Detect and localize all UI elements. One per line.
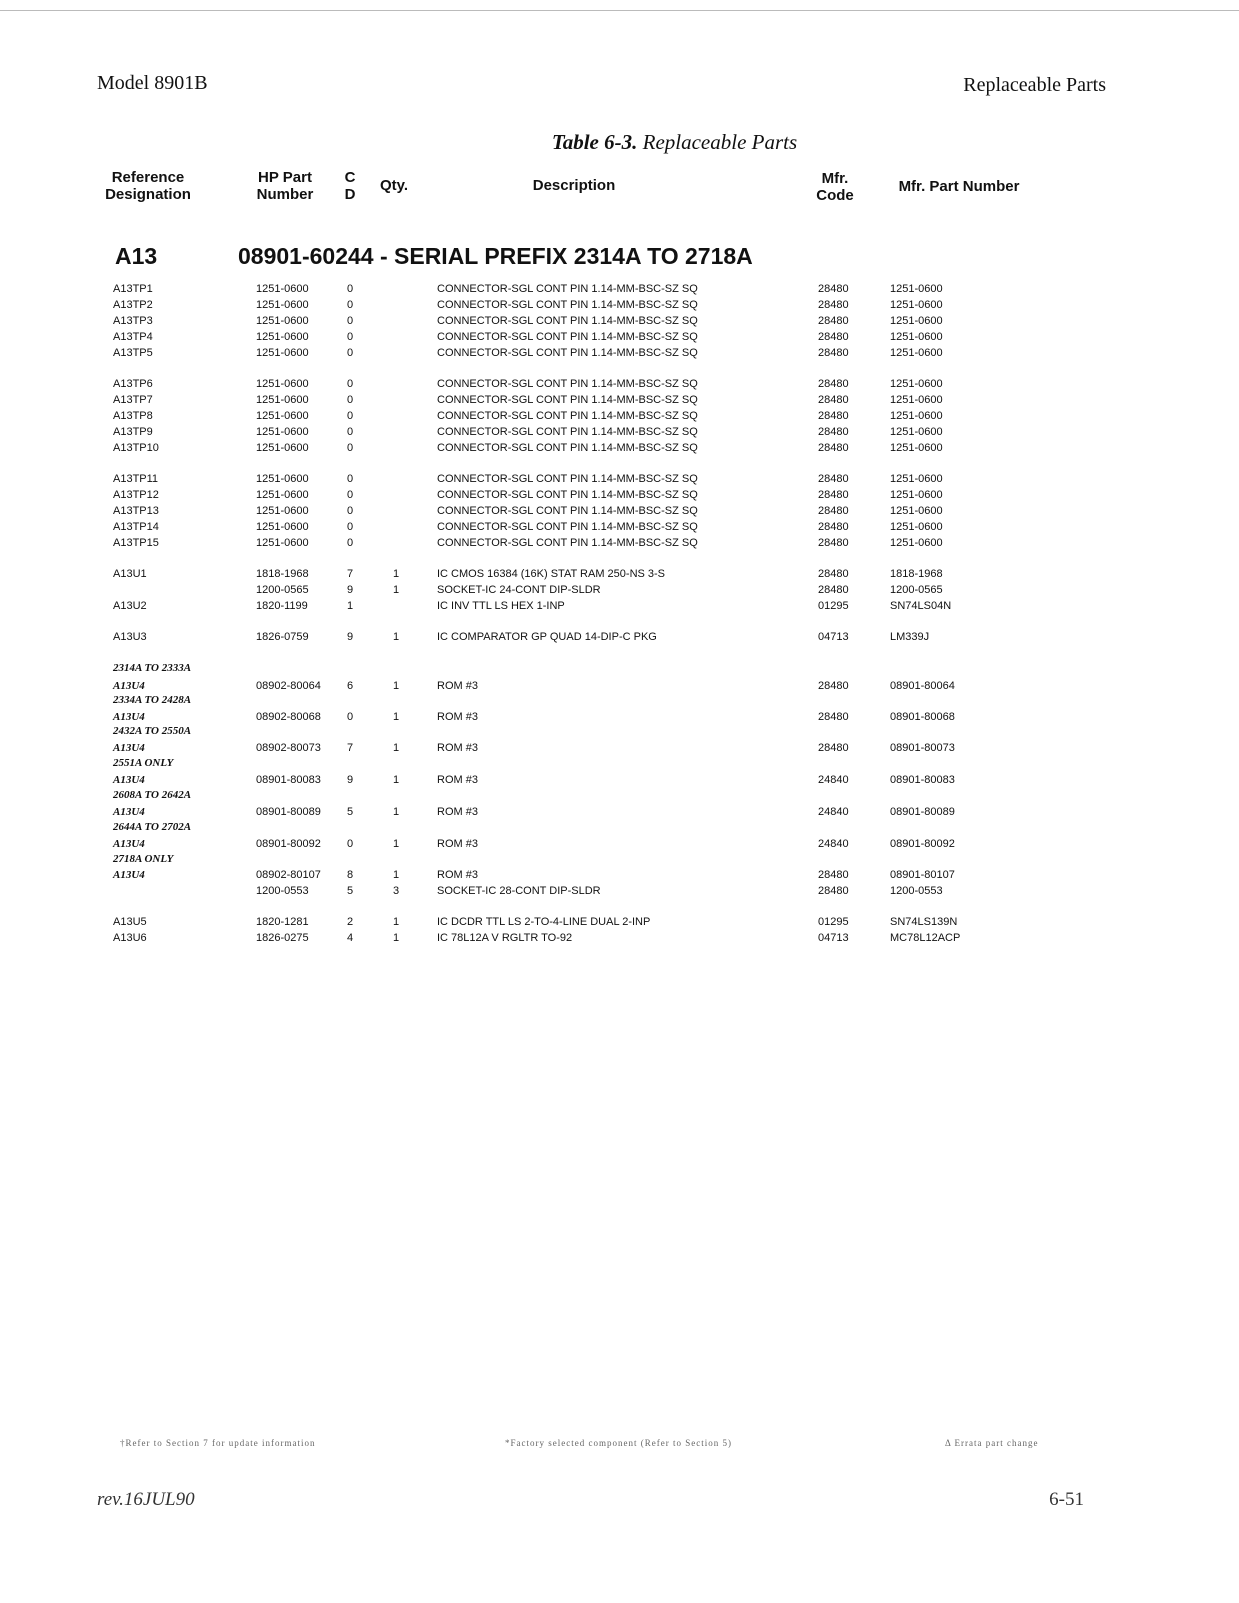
- check-digit: 0: [347, 394, 354, 406]
- hp-part-number: 1251-0600: [256, 537, 309, 549]
- mfr-code: 24840: [818, 774, 849, 786]
- hp-part-number: 1251-0600: [256, 299, 309, 311]
- quantity: 1: [393, 869, 400, 881]
- table-row: [0, 660, 1239, 676]
- quantity: 1: [393, 774, 400, 786]
- col-header-description: Description: [532, 177, 616, 194]
- hp-part-number: 1818-1968: [256, 568, 309, 580]
- hp-part-number: 1251-0600: [256, 505, 309, 517]
- table-row: [0, 851, 1239, 867]
- check-digit: 1: [347, 600, 354, 612]
- ref-designation: 2644A TO 2702A: [113, 821, 192, 833]
- quantity: 1: [393, 631, 400, 643]
- description: IC INV TTL LS HEX 1-INP: [437, 600, 565, 612]
- mfr-part-number: 08901-80064: [890, 680, 955, 692]
- hp-part-number: 1200-0565: [256, 584, 309, 596]
- mfr-part-number: MC78L12ACP: [890, 932, 961, 944]
- description: ROM #3: [437, 806, 478, 818]
- mfr-code: 28480: [818, 505, 849, 517]
- mfr-code: 28480: [818, 537, 849, 549]
- mfr-part-number: 1818-1968: [890, 568, 943, 580]
- description: CONNECTOR-SGL CONT PIN 1.14-MM-BSC-SZ SQ: [437, 410, 698, 422]
- mfr-code: 28480: [818, 442, 849, 454]
- ref-designation: A13U4: [113, 774, 145, 786]
- mfr-part-number: 08901-80073: [890, 742, 955, 754]
- mfr-code: 28480: [818, 869, 849, 881]
- table-row: [0, 723, 1239, 739]
- table-row: [0, 804, 1239, 820]
- description: SOCKET-IC 28-CONT DIP-SLDR: [437, 885, 601, 897]
- mfr-code: 28480: [818, 426, 849, 438]
- ref-designation: A13U4: [113, 680, 145, 692]
- mfr-part-number: 1251-0600: [890, 473, 943, 485]
- mfr-part-number: 08901-80068: [890, 711, 955, 723]
- check-digit: 5: [347, 806, 354, 818]
- table-row: [0, 582, 1239, 598]
- description: ROM #3: [437, 838, 478, 850]
- mfr-part-number: SN74LS04N: [890, 600, 952, 612]
- ref-designation: A13U4: [113, 742, 145, 754]
- hp-part-number: 08902-80064: [256, 680, 321, 692]
- table-row: [0, 487, 1239, 503]
- check-digit: 0: [347, 378, 354, 390]
- mfr-code: 28480: [818, 473, 849, 485]
- description: IC COMPARATOR GP QUAD 14-DIP-C PKG: [437, 631, 657, 643]
- hp-part-number: 1251-0600: [256, 426, 309, 438]
- hp-part-number: 1251-0600: [256, 378, 309, 390]
- mfr-part-number: SN74LS139N: [890, 916, 958, 928]
- ref-designation: A13U3: [113, 631, 147, 643]
- description: CONNECTOR-SGL CONT PIN 1.14-MM-BSC-SZ SQ: [437, 394, 698, 406]
- hp-part-number: 1251-0600: [256, 315, 309, 327]
- table-number: Table 6-3.: [551, 130, 638, 154]
- ref-designation: A13U6: [113, 932, 147, 944]
- table-row: [0, 867, 1239, 883]
- mfr-part-number: 1251-0600: [890, 489, 943, 501]
- description: CONNECTOR-SGL CONT PIN 1.14-MM-BSC-SZ SQ: [437, 537, 698, 549]
- description: CONNECTOR-SGL CONT PIN 1.14-MM-BSC-SZ SQ: [437, 331, 698, 343]
- table-row: [0, 345, 1239, 361]
- mfr-code: 01295: [818, 916, 849, 928]
- description: CONNECTOR-SGL CONT PIN 1.14-MM-BSC-SZ SQ: [437, 473, 698, 485]
- quantity: 1: [393, 584, 400, 596]
- mfr-code: 28480: [818, 347, 849, 359]
- check-digit: 0: [347, 299, 354, 311]
- check-digit: 0: [347, 521, 354, 533]
- mfr-code: 28480: [818, 711, 849, 723]
- mfr-code: 28480: [818, 410, 849, 422]
- ref-designation: A13TP7: [113, 394, 153, 406]
- ref-designation: A13TP14: [113, 521, 159, 533]
- description: ROM #3: [437, 680, 478, 692]
- ref-designation: A13TP6: [113, 378, 153, 390]
- table-row: [0, 424, 1239, 440]
- section-header: Replaceable Parts: [963, 74, 1106, 96]
- ref-designation: A13TP9: [113, 426, 153, 438]
- ref-designation: 2334A TO 2428A: [113, 694, 192, 706]
- check-digit: 4: [347, 932, 354, 944]
- ref-designation: A13U4: [113, 869, 145, 881]
- hp-part-number: 1826-0759: [256, 631, 309, 643]
- check-digit: 9: [347, 584, 354, 596]
- ref-designation: A13U4: [113, 806, 145, 818]
- check-digit: 9: [347, 631, 354, 643]
- table-row: [0, 329, 1239, 345]
- assembly-title: 08901-60244 - SERIAL PREFIX 2314A TO 2718A: [238, 243, 753, 269]
- mfr-code: 28480: [818, 331, 849, 343]
- check-digit: 0: [347, 711, 354, 723]
- ref-designation: A13U2: [113, 600, 147, 612]
- description: ROM #3: [437, 869, 478, 881]
- table-row: [0, 535, 1239, 551]
- assembly-reference: A13: [115, 243, 158, 269]
- table-row: [0, 281, 1239, 297]
- footnote-update: †Refer to Section 7 for update information: [120, 1438, 316, 1448]
- table-row: [0, 819, 1239, 835]
- quantity: 1: [393, 806, 400, 818]
- check-digit: 0: [347, 489, 354, 501]
- ref-designation: A13TP13: [113, 505, 159, 517]
- ref-designation: 2314A TO 2333A: [113, 662, 192, 674]
- quantity: 1: [393, 742, 400, 754]
- check-digit: 7: [347, 568, 354, 580]
- hp-part-number: 08902-80107: [256, 869, 321, 881]
- hp-part-number: 08902-80068: [256, 711, 321, 723]
- hp-part-number: 08901-80092: [256, 838, 321, 850]
- check-digit: 0: [347, 426, 354, 438]
- ref-designation: A13TP5: [113, 347, 153, 359]
- mfr-code: 28480: [818, 299, 849, 311]
- mfr-part-number: 1251-0600: [890, 410, 943, 422]
- table-row: [0, 392, 1239, 408]
- mfr-code: 24840: [818, 806, 849, 818]
- description: CONNECTOR-SGL CONT PIN 1.14-MM-BSC-SZ SQ: [437, 347, 698, 359]
- quantity: 1: [393, 916, 400, 928]
- ref-designation: 2608A TO 2642A: [113, 789, 192, 801]
- mfr-part-number: 1251-0600: [890, 378, 943, 390]
- table-row: [0, 692, 1239, 708]
- footnote-errata: Δ Errata part change: [945, 1438, 1039, 1448]
- mfr-part-number: 1251-0600: [890, 315, 943, 327]
- mfr-part-number: 1251-0600: [890, 331, 943, 343]
- col-header-mfr-part: Mfr. Part Number: [898, 178, 1020, 195]
- description: IC DCDR TTL LS 2-TO-4-LINE DUAL 2-INP: [437, 916, 651, 928]
- ref-designation: A13U4: [113, 711, 145, 723]
- check-digit: 9: [347, 774, 354, 786]
- hp-part-number: 1251-0600: [256, 331, 309, 343]
- description: SOCKET-IC 24-CONT DIP-SLDR: [437, 584, 601, 596]
- mfr-part-number: 1251-0600: [890, 299, 943, 311]
- mfr-part-number: 1251-0600: [890, 505, 943, 517]
- table-row: [0, 772, 1239, 788]
- mfr-part-number: 1251-0600: [890, 426, 943, 438]
- hp-part-number: 1251-0600: [256, 410, 309, 422]
- mfr-part-number: 1200-0565: [890, 584, 943, 596]
- ref-designation: 2551A ONLY: [113, 757, 174, 769]
- ref-designation: A13TP8: [113, 410, 153, 422]
- ref-designation: A13TP10: [113, 442, 159, 454]
- ref-designation: 2432A TO 2550A: [113, 725, 192, 737]
- check-digit: 0: [347, 315, 354, 327]
- table-row: [0, 440, 1239, 456]
- col-header-qty: Qty.: [379, 177, 409, 194]
- mfr-code: 01295: [818, 600, 849, 612]
- hp-part-number: 1820-1281: [256, 916, 309, 928]
- table-row: [0, 787, 1239, 803]
- check-digit: 5: [347, 885, 354, 897]
- ref-designation: A13TP4: [113, 331, 153, 343]
- mfr-part-number: LM339J: [890, 631, 930, 643]
- hp-part-number: 1251-0600: [256, 347, 309, 359]
- mfr-code: 04713: [818, 932, 849, 944]
- mfr-part-number: 08901-80092: [890, 838, 955, 850]
- check-digit: 6: [347, 680, 354, 692]
- hp-part-number: 1251-0600: [256, 283, 309, 295]
- page-number: 6-51: [1049, 1489, 1084, 1510]
- description: CONNECTOR-SGL CONT PIN 1.14-MM-BSC-SZ SQ: [437, 521, 698, 533]
- footnote-factory-selected: *Factory selected component (Refer to Section 5): [505, 1438, 732, 1448]
- mfr-part-number: 08901-80107: [890, 869, 955, 881]
- table-row: [0, 566, 1239, 582]
- quantity: 1: [393, 680, 400, 692]
- mfr-part-number: 1200-0553: [890, 885, 943, 897]
- hp-part-number: 1251-0600: [256, 489, 309, 501]
- table-row: [0, 598, 1239, 614]
- table-row: [0, 297, 1239, 313]
- col-header-reference: Reference Designation: [105, 169, 191, 203]
- table-row: [0, 836, 1239, 852]
- mfr-code: 28480: [818, 584, 849, 596]
- ref-designation: A13TP12: [113, 489, 159, 501]
- description: CONNECTOR-SGL CONT PIN 1.14-MM-BSC-SZ SQ: [437, 378, 698, 390]
- revision-date: rev.16JUL90: [97, 1489, 195, 1510]
- ref-designation: A13U1: [113, 568, 147, 580]
- mfr-part-number: 08901-80083: [890, 774, 955, 786]
- col-header-hp-part: HP Part Number: [256, 169, 314, 203]
- hp-part-number: 1251-0600: [256, 473, 309, 485]
- mfr-part-number: 08901-80089: [890, 806, 955, 818]
- hp-part-number: 1251-0600: [256, 394, 309, 406]
- model-header: Model 8901B: [97, 72, 208, 94]
- mfr-part-number: 1251-0600: [890, 394, 943, 406]
- table-row: [0, 471, 1239, 487]
- mfr-code: 28480: [818, 885, 849, 897]
- hp-part-number: 08902-80073: [256, 742, 321, 754]
- mfr-code: 28480: [818, 568, 849, 580]
- table-row: [0, 740, 1239, 756]
- ref-designation: A13TP3: [113, 315, 153, 327]
- mfr-code: 28480: [818, 680, 849, 692]
- description: CONNECTOR-SGL CONT PIN 1.14-MM-BSC-SZ SQ: [437, 442, 698, 454]
- description: IC 78L12A V RGLTR TO-92: [437, 932, 573, 944]
- ref-designation: 2718A ONLY: [113, 853, 174, 865]
- check-digit: 7: [347, 742, 354, 754]
- mfr-code: 28480: [818, 742, 849, 754]
- check-digit: 0: [347, 473, 354, 485]
- check-digit: 0: [347, 331, 354, 343]
- check-digit: 8: [347, 869, 354, 881]
- check-digit: 0: [347, 505, 354, 517]
- mfr-part-number: 1251-0600: [890, 283, 943, 295]
- quantity: 1: [393, 932, 400, 944]
- table-row: [0, 883, 1239, 899]
- table-row: [0, 914, 1239, 930]
- col-header-mfr-code: Mfr. Code: [816, 170, 854, 204]
- description: ROM #3: [437, 774, 478, 786]
- mfr-code: 28480: [818, 489, 849, 501]
- mfr-code: 28480: [818, 378, 849, 390]
- check-digit: 0: [347, 347, 354, 359]
- ref-designation: A13TP1: [113, 283, 153, 295]
- quantity: 1: [393, 838, 400, 850]
- description: CONNECTOR-SGL CONT PIN 1.14-MM-BSC-SZ SQ: [437, 426, 698, 438]
- table-row: [0, 313, 1239, 329]
- description: CONNECTOR-SGL CONT PIN 1.14-MM-BSC-SZ SQ: [437, 299, 698, 311]
- hp-part-number: 08901-80083: [256, 774, 321, 786]
- mfr-code: 28480: [818, 521, 849, 533]
- check-digit: 0: [347, 283, 354, 295]
- description: CONNECTOR-SGL CONT PIN 1.14-MM-BSC-SZ SQ: [437, 489, 698, 501]
- ref-designation: A13TP15: [113, 537, 159, 549]
- mfr-part-number: 1251-0600: [890, 537, 943, 549]
- check-digit: 0: [347, 838, 354, 850]
- ref-designation: A13TP11: [113, 473, 159, 485]
- table-row: [0, 629, 1239, 645]
- description: ROM #3: [437, 742, 478, 754]
- hp-part-number: 08901-80089: [256, 806, 321, 818]
- col-header-cd: C D: [344, 169, 356, 203]
- table-row: [0, 519, 1239, 535]
- mfr-part-number: 1251-0600: [890, 442, 943, 454]
- hp-part-number: 1820-1199: [256, 600, 308, 612]
- table-row: [0, 376, 1239, 392]
- quantity: 3: [393, 885, 400, 897]
- description: IC CMOS 16384 (16K) STAT RAM 250-NS 3-S: [437, 568, 666, 580]
- table-row: [0, 930, 1239, 946]
- check-digit: 0: [347, 442, 354, 454]
- hp-part-number: 1200-0553: [256, 885, 309, 897]
- table-row: [0, 755, 1239, 771]
- table-row: [0, 503, 1239, 519]
- check-digit: 2: [347, 916, 354, 928]
- table-title-text: Replaceable Parts: [637, 130, 798, 154]
- mfr-code: 28480: [818, 315, 849, 327]
- table-row: [0, 408, 1239, 424]
- mfr-code: 24840: [818, 838, 849, 850]
- check-digit: 0: [347, 537, 354, 549]
- mfr-code: 04713: [818, 631, 849, 643]
- hp-part-number: 1251-0600: [256, 442, 309, 454]
- quantity: 1: [393, 711, 400, 723]
- description: ROM #3: [437, 711, 478, 723]
- ref-designation: A13TP2: [113, 299, 153, 311]
- hp-part-number: 1826-0275: [256, 932, 309, 944]
- quantity: 1: [393, 568, 400, 580]
- hp-part-number: 1251-0600: [256, 521, 309, 533]
- description: CONNECTOR-SGL CONT PIN 1.14-MM-BSC-SZ SQ: [437, 505, 698, 517]
- description: CONNECTOR-SGL CONT PIN 1.14-MM-BSC-SZ SQ: [437, 315, 698, 327]
- ref-designation: A13U5: [113, 916, 147, 928]
- mfr-part-number: 1251-0600: [890, 347, 943, 359]
- check-digit: 0: [347, 410, 354, 422]
- mfr-part-number: 1251-0600: [890, 521, 943, 533]
- ref-designation: A13U4: [113, 838, 145, 850]
- mfr-code: 28480: [818, 283, 849, 295]
- description: CONNECTOR-SGL CONT PIN 1.14-MM-BSC-SZ SQ: [437, 283, 698, 295]
- mfr-code: 28480: [818, 394, 849, 406]
